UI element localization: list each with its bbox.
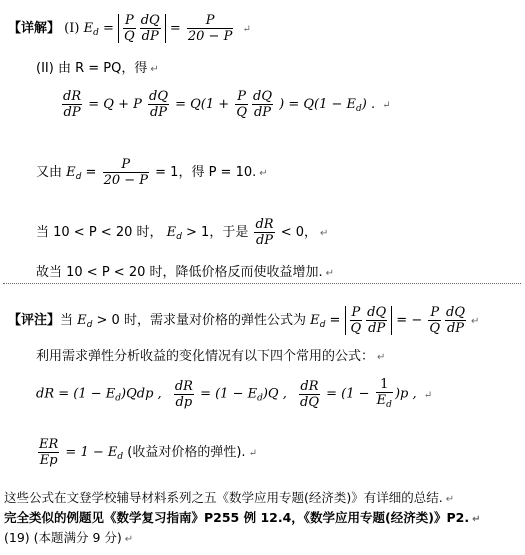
fraction-dr-dp xyxy=(62,90,82,119)
subscript-d: d xyxy=(356,104,362,114)
equation-segment: ) = Q(1 − E xyxy=(279,97,357,112)
fraction-dr-dp-lower xyxy=(174,380,194,409)
fraction-dq-dp xyxy=(445,306,466,335)
numerator: P xyxy=(351,305,361,320)
numerator: P xyxy=(103,158,149,173)
equation-segment: = Q(1 + xyxy=(175,97,230,112)
fraction-er-ep xyxy=(38,438,59,467)
fraction-dq-dp xyxy=(140,14,161,43)
symbol-e: E xyxy=(310,313,320,328)
denominator: Q xyxy=(236,105,247,120)
comment-text-1: 当 xyxy=(60,313,74,328)
return-mark-icon: ↵ xyxy=(248,448,257,459)
denominator: 20 − P xyxy=(103,173,149,188)
fraction-p-over-q xyxy=(235,90,248,119)
denominator: dQ xyxy=(300,394,319,410)
return-mark-icon: ↵ xyxy=(242,24,251,35)
subscript-d: d xyxy=(93,28,99,38)
return-mark-icon: ↵ xyxy=(259,168,268,179)
abs-bars xyxy=(345,306,393,335)
numerator: dR xyxy=(255,217,274,232)
equation-segment: = Q + P xyxy=(88,97,142,112)
score-text: (19) (本题满分 9 分) xyxy=(4,530,122,545)
equals-sign: = xyxy=(169,21,181,36)
numerator: dQ xyxy=(140,13,160,28)
text-result: ，得 P = 10. xyxy=(178,165,257,180)
line-elasticity xyxy=(36,438,257,467)
denominator: dP xyxy=(255,233,274,248)
fraction-p-over-20-minus-p xyxy=(187,14,233,43)
return-mark-icon: ↵ xyxy=(124,534,134,545)
comment-text-2: > 0 时，需求量对价格的弹性公式为 xyxy=(92,313,306,328)
fraction-p-over-20-minus-p xyxy=(103,158,149,187)
equals-sign: = xyxy=(329,313,341,328)
section-divider xyxy=(3,283,521,284)
numerator: dQ xyxy=(149,89,168,104)
return-mark-icon: ↵ xyxy=(472,514,481,525)
similar-examples-text: 完全类似的例题见《数学复习指南》P255 例 12.4，《数学应用专题(经济类)》P2. xyxy=(4,510,470,525)
return-mark-icon: ↵ xyxy=(325,268,335,279)
line-formulas xyxy=(36,378,432,410)
numerator: dQ xyxy=(253,89,272,104)
line-part-2-intro xyxy=(36,62,159,75)
formula-2-rhs: = (1 − E xyxy=(200,386,258,402)
fraction-p-over-q xyxy=(123,14,136,43)
equals-negative: = − xyxy=(396,313,423,328)
line-dr-dp-equation xyxy=(60,90,391,119)
text-again: 又由 xyxy=(36,165,63,180)
formula-2-close: )Q , xyxy=(262,386,287,402)
subscript-d: d xyxy=(319,320,326,330)
denominator: 20 − P xyxy=(187,29,233,44)
numerator: P xyxy=(237,89,247,104)
symbol-e: E xyxy=(66,165,76,180)
line-conclusion xyxy=(36,266,334,279)
line-comment-intro xyxy=(36,350,385,363)
numerator: dR xyxy=(174,378,193,394)
numerator: dQ xyxy=(446,305,466,320)
fraction-dr-dq xyxy=(299,380,320,409)
denominator: Ep xyxy=(39,453,58,468)
numerator: P xyxy=(430,305,440,320)
numerator: P xyxy=(124,13,134,28)
line-score xyxy=(4,532,133,545)
return-mark-icon: ↵ xyxy=(320,228,329,239)
denominator: dP xyxy=(141,29,159,44)
comment-intro-text: 利用需求弹性分析收益的变化情况有以下四个常用的公式： xyxy=(36,349,375,364)
return-mark-icon: ↵ xyxy=(471,316,480,327)
part-1-label: (I) xyxy=(64,21,80,36)
part-2-intro-text: (II) 由 R = PQ，得 xyxy=(36,61,148,76)
denominator: dp xyxy=(175,394,193,410)
symbol-e: E xyxy=(77,313,87,328)
return-mark-icon: ↵ xyxy=(423,389,433,401)
subscript-d: d xyxy=(117,452,124,462)
line-condition xyxy=(36,218,328,247)
fraction-dq-dp xyxy=(366,306,387,335)
denominator: dP xyxy=(368,321,386,336)
text-conclusion: 故当 10 < P < 20 时，降低价格反而使收益增加. xyxy=(36,265,323,280)
line-comment xyxy=(8,306,479,335)
formula-1-right: )Qdp , xyxy=(121,386,162,402)
symbol-e: E xyxy=(83,21,94,36)
subscript-d: d xyxy=(75,172,82,182)
fraction-dr-dp xyxy=(254,218,274,247)
line-solve-p xyxy=(36,158,268,187)
return-mark-icon: ↵ xyxy=(150,64,159,75)
equals-sign: = xyxy=(102,21,114,36)
subscript-d: d xyxy=(176,232,182,242)
fraction-dq-dp xyxy=(252,90,273,119)
denominator: dP xyxy=(149,105,168,120)
equals-sign: = xyxy=(85,165,97,180)
numerator: P xyxy=(187,14,233,29)
fraction-p-over-q xyxy=(350,306,363,335)
numerator: dR xyxy=(63,89,82,104)
equals-one: = 1 xyxy=(155,165,179,180)
text-condition-prefix: 当 10 < P < 20 时， xyxy=(36,225,163,240)
line-similar-examples xyxy=(4,512,480,525)
line-part-1 xyxy=(8,14,251,43)
formula-1-left: dR = (1 − E xyxy=(36,386,116,402)
elasticity-note: (收益对价格的弹性). xyxy=(127,445,246,460)
symbol-e: E xyxy=(376,393,387,408)
denominator xyxy=(376,393,393,410)
numerator: ER xyxy=(39,437,59,452)
return-mark-icon: ↵ xyxy=(382,100,391,111)
numerator: dQ xyxy=(367,305,387,320)
denominator: Q xyxy=(124,29,135,44)
line-footer-summary xyxy=(4,492,454,505)
numerator: 1 xyxy=(376,378,393,393)
return-mark-icon: ↵ xyxy=(377,352,386,363)
comment-header: 【评注】 xyxy=(8,313,61,328)
subscript-d: d xyxy=(386,400,392,410)
formula-3-rhs: = (1 − xyxy=(326,386,370,402)
text-condition-mid: ，于是 xyxy=(209,225,249,240)
subscript-d: d xyxy=(257,393,263,404)
formula-4-rhs: = 1 − E xyxy=(65,445,118,460)
footer-summary-text: 这些公式在文登学校辅导材料系列之五《数学应用专题(经济类)》有详细的总结. xyxy=(4,490,443,505)
text-condition-tail: < 0， xyxy=(276,225,318,240)
subscript-d: d xyxy=(86,320,93,330)
solution-header: 【详解】 xyxy=(8,21,61,36)
denominator: dP xyxy=(63,105,81,120)
subscript-d: d xyxy=(115,393,122,404)
equation-segment: ) . xyxy=(361,97,376,112)
greater-than-one: > 1 xyxy=(186,225,210,240)
denominator: Q xyxy=(350,321,362,336)
return-mark-icon: ↵ xyxy=(445,494,455,505)
numerator: dR xyxy=(300,378,319,394)
fraction-1-over-ed xyxy=(376,378,393,410)
fraction-p-over-q xyxy=(428,306,441,335)
abs-bars xyxy=(118,14,166,43)
denominator: dP xyxy=(253,105,272,120)
denominator: Q xyxy=(429,321,441,336)
fraction-dq-dp xyxy=(148,90,169,119)
denominator: dP xyxy=(446,321,465,336)
formula-3-close: )p , xyxy=(394,386,417,402)
symbol-e: E xyxy=(166,225,177,240)
